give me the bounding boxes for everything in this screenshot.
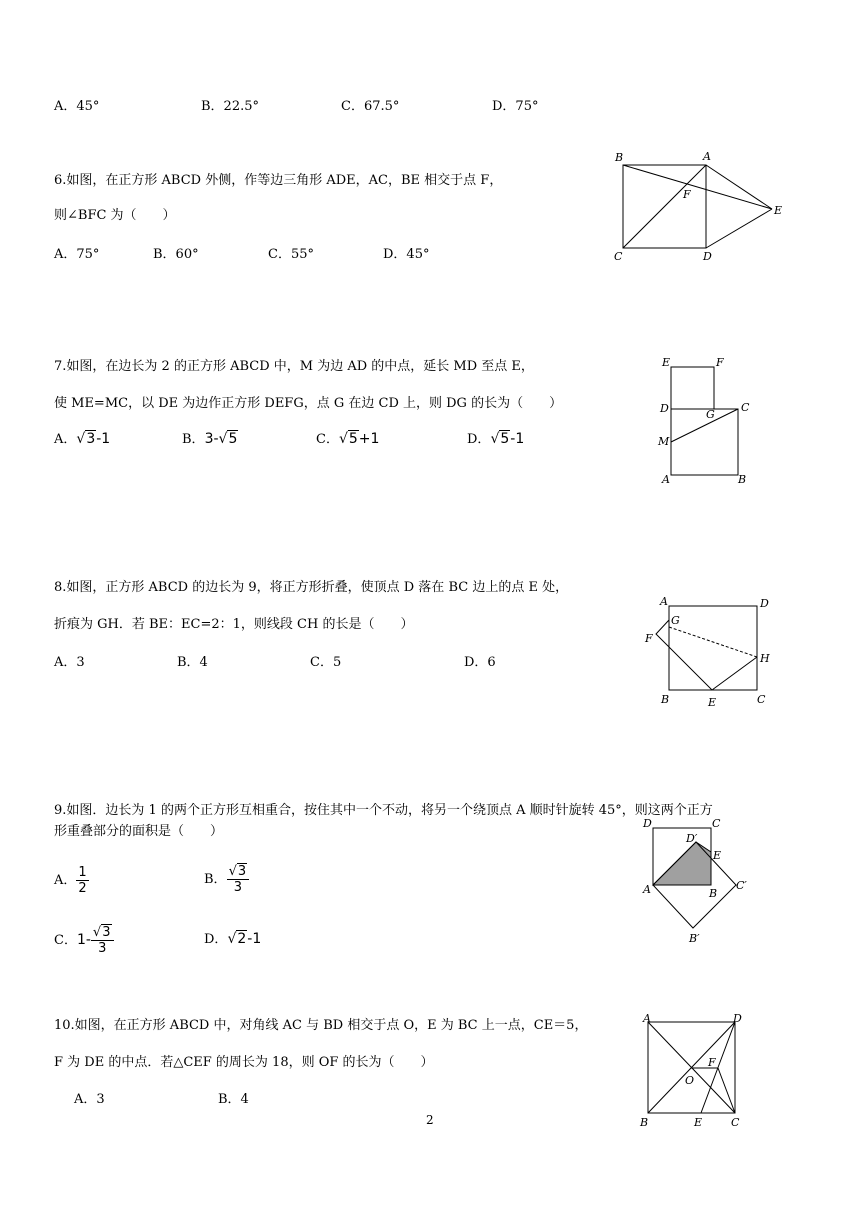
q9-stem-line2: 形重叠部分的面积是（ ） <box>54 824 224 839</box>
q10-figure <box>635 1005 750 1130</box>
q8-option-b: B．4 <box>177 655 208 670</box>
q6-stem-line1: 6.如图，在正方形 ABCD 外侧，作等边三角形 ADE，AC，BE 相交于点 F， <box>54 173 503 188</box>
q7-option-a: A．√3-1 <box>54 431 111 447</box>
q6-label-f: F <box>683 188 691 201</box>
q6-label-a: A <box>703 150 711 163</box>
q7-label-a: A <box>662 473 670 486</box>
q7-option-d: D．√5-1 <box>467 431 525 447</box>
q9-option-c: C．1- $\frac{√3}{3}$ <box>54 920 114 961</box>
q8-label-a: A <box>660 595 668 608</box>
q9-label-cprime: C′ <box>736 879 747 892</box>
q9-option-d: D．√2-1 <box>204 931 262 947</box>
q5-option-b: B．22.5° <box>201 99 259 114</box>
q7-option-b: B．3-√5 <box>182 431 238 447</box>
q8-label-c: C <box>757 693 766 706</box>
q6-option-a: A．75° <box>54 247 100 262</box>
q10-label-b: B <box>640 1116 649 1129</box>
q5-option-d: D．75° <box>492 99 539 114</box>
q8-label-h: H <box>760 652 770 665</box>
q6-option-d: D．45° <box>383 247 430 262</box>
q7-option-c: C．√5+1 <box>316 431 380 447</box>
q7-label-f: F <box>716 356 724 369</box>
q9-label-bprime: B′ <box>689 932 700 945</box>
q7-label-m: M <box>658 435 670 448</box>
q5-option-a: A．45° <box>54 99 100 114</box>
q9-label-c: C <box>712 817 721 830</box>
q6-label-d: D <box>703 250 712 263</box>
q7-stem-line1: 7.如图，在边长为 2 的正方形 ABCD 中，M 为边 AD 的中点，延长 MD 至点 E， <box>54 359 534 374</box>
page-number: 2 <box>426 1113 434 1127</box>
q10-label-c: C <box>731 1116 740 1129</box>
q8-option-a: A．3 <box>54 655 85 670</box>
q9-option-a: A． $\frac{1}{2}$ <box>54 865 87 896</box>
q7-label-g: G <box>706 408 715 421</box>
q6-option-b: B．60° <box>153 247 199 262</box>
q8-label-b: B <box>661 693 670 706</box>
q8-option-c: C．5 <box>310 655 342 670</box>
q10-stem-line1: 10.如图，在正方形 ABCD 中，对角线 AC 与 BD 相交于点 O，E 为 BC 上一点，CE＝5， <box>54 1018 588 1033</box>
q8-label-e: E <box>708 696 717 709</box>
q10-label-d: D <box>733 1012 742 1025</box>
q8-stem-line1: 8.如图，正方形 ABCD 的边长为 9，将正方形折叠，使顶点 D 落在 BC 边上的点 E 处， <box>54 580 569 595</box>
q9-option-b: B． $\frac{√3}{3}$ <box>204 860 249 900</box>
q10-stem-line2: F 为 DE 的中点．若△CEF 的周长为 18，则 OF 的长为（ ） <box>54 1055 434 1070</box>
q7-label-c: C <box>741 401 750 414</box>
q9-label-e: E <box>713 849 722 862</box>
q7-stem-line2: 使 ME=MC，以 DE 为边作正方形 DEFG，点 G 在边 CD 上，则 DG 的长为（ ） <box>54 396 563 411</box>
q8-label-d: D <box>760 597 769 610</box>
q8-label-g: G <box>671 614 680 627</box>
q6-option-c: C．55° <box>268 247 314 262</box>
q8-figure <box>640 590 775 710</box>
q6-stem-line2: 则∠BFC 为（ ） <box>54 208 176 223</box>
q9-label-a: A <box>643 883 651 896</box>
q9-label-b: B <box>709 887 718 900</box>
q8-option-d: D．6 <box>464 655 496 670</box>
q6-label-c: C <box>614 250 623 263</box>
q5-option-c: C．67.5° <box>341 99 400 114</box>
q7-label-b: B <box>738 473 747 486</box>
q10-label-e: E <box>694 1116 703 1129</box>
q8-stem-line2: 折痕为 GH．若 BE：EC=2：1，则线段 CH 的长是（ ） <box>54 617 414 632</box>
q9-label-d: D <box>643 817 652 830</box>
q10-option-b: B．4 <box>218 1092 249 1107</box>
q8-label-f: F <box>645 632 653 645</box>
q10-label-o: O <box>685 1074 695 1087</box>
q6-label-e: E <box>774 204 783 217</box>
q10-label-f: F <box>708 1056 716 1069</box>
q6-label-b: B <box>615 151 624 164</box>
q10-option-a: A．3 <box>74 1092 105 1107</box>
q7-figure <box>650 352 760 487</box>
q7-label-e: E <box>662 356 671 369</box>
q9-figure <box>630 815 760 950</box>
q7-label-d: D <box>660 402 669 415</box>
q6-figure <box>600 145 800 270</box>
q10-label-a: A <box>643 1012 651 1025</box>
q9-label-dprime: D′ <box>686 832 698 845</box>
q9-stem-line1: 9.如图．边长为 1 的两个正方形互相重合，按住其中一个不动，将另一个绕顶点 A 顺时针旋转 45°，则这两个正方 <box>54 803 713 818</box>
